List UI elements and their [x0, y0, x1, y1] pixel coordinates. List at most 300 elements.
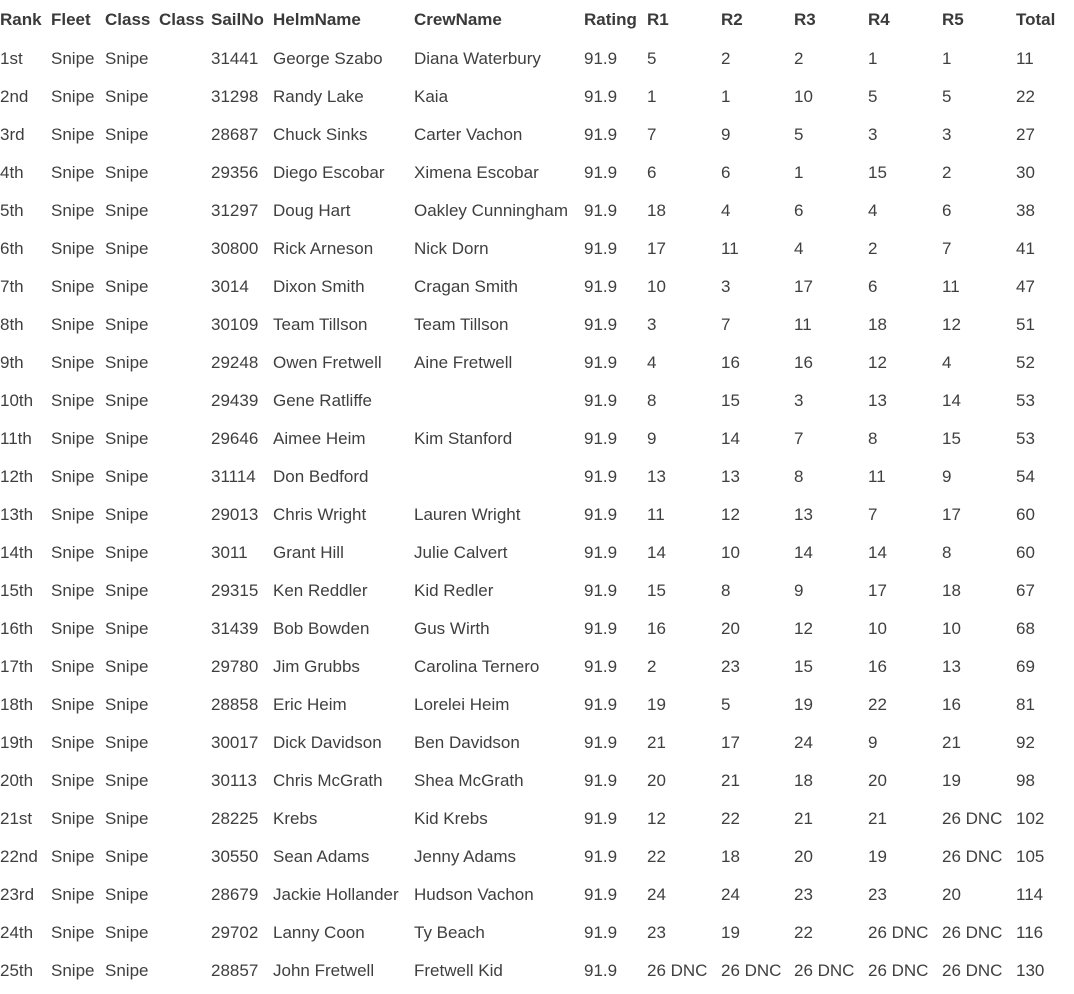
cell-r2: 13: [721, 467, 740, 486]
table-row: [0, 762, 1074, 800]
table-row: [0, 382, 1074, 420]
cell-r2: 15: [721, 391, 740, 410]
column-header-total: Total: [1016, 10, 1056, 29]
cell-helm-name: Jim Grubbs: [273, 657, 360, 676]
cell-r3: 17: [794, 277, 813, 296]
cell-r3: 11: [794, 315, 812, 334]
cell-r1: 5: [647, 49, 657, 68]
cell-r5: 18: [942, 581, 961, 600]
cell-crew-name: Cragan Smith: [414, 277, 518, 296]
cell-r1: 3: [647, 315, 657, 334]
cell-rank: 12th: [0, 467, 34, 486]
cell-r4: 17: [868, 581, 887, 600]
column-header-rank: Rank: [0, 10, 42, 29]
cell-rating: 91.9: [584, 391, 618, 410]
cell-rating: 91.9: [584, 961, 618, 980]
cell-r5: 15: [942, 429, 961, 448]
cell-r3: 1: [794, 163, 804, 182]
table-row: [0, 800, 1074, 838]
cell-class-2: [159, 268, 211, 306]
cell-r4: 26 DNC: [868, 961, 929, 980]
cell-sail-no: 29356: [211, 163, 259, 182]
cell-total: 27: [1016, 125, 1035, 144]
cell-rating: 91.9: [584, 543, 618, 562]
cell-helm-name: Dixon Smith: [273, 277, 365, 296]
cell-fleet: Snipe: [51, 467, 95, 486]
cell-class-2: [159, 78, 211, 116]
table-row: [0, 496, 1074, 534]
column-header-crew-name: CrewName: [414, 10, 502, 29]
cell-r1: 10: [647, 277, 666, 296]
table-row: [0, 116, 1074, 154]
cell-helm-name: Bob Bowden: [273, 619, 370, 638]
cell-helm-name: Jackie Hollander: [273, 885, 399, 904]
cell-class: Snipe: [105, 505, 149, 524]
cell-r5: 19: [942, 771, 961, 790]
cell-r5: 14: [942, 391, 961, 410]
cell-r5: 1: [942, 49, 952, 68]
cell-total: 47: [1016, 277, 1035, 296]
cell-r5: 26 DNC: [942, 809, 1003, 828]
cell-r3: 12: [794, 619, 813, 638]
cell-rating: 91.9: [584, 771, 618, 790]
cell-r1: 22: [647, 847, 666, 866]
cell-total: 69: [1016, 657, 1035, 676]
cell-class-2: [159, 952, 211, 990]
cell-r1: 17: [647, 239, 666, 258]
cell-fleet: Snipe: [51, 201, 95, 220]
cell-helm-name: Owen Fretwell: [273, 353, 382, 372]
cell-r4: 9: [868, 733, 878, 752]
table-row: [0, 610, 1074, 648]
cell-rank: 8th: [0, 315, 24, 334]
cell-helm-name: Grant Hill: [273, 543, 344, 562]
cell-total: 105: [1016, 847, 1045, 866]
cell-rank: 21st: [0, 809, 33, 828]
cell-total: 53: [1016, 429, 1035, 448]
cell-crew-name: Aine Fretwell: [414, 353, 513, 372]
table-row: [0, 648, 1074, 686]
cell-rating: 91.9: [584, 163, 618, 182]
column-header-r5: R5: [942, 10, 964, 29]
cell-rating: 91.9: [584, 201, 618, 220]
cell-r4: 12: [868, 353, 887, 372]
table-row: [0, 230, 1074, 268]
cell-total: 81: [1016, 695, 1035, 714]
cell-fleet: Snipe: [51, 543, 95, 562]
cell-class-2: [159, 382, 211, 420]
cell-rating: 91.9: [584, 49, 618, 68]
cell-class-2: [159, 876, 211, 914]
cell-class-2: [159, 40, 211, 78]
cell-r2: 20: [721, 619, 740, 638]
cell-r3: 5: [794, 125, 804, 144]
cell-helm-name: Diego Escobar: [273, 163, 385, 182]
cell-r1: 11: [647, 505, 665, 524]
cell-helm-name: George Szabo: [273, 49, 383, 68]
cell-fleet: Snipe: [51, 657, 95, 676]
column-header-r2: R2: [721, 10, 743, 29]
table-row: [0, 914, 1074, 952]
cell-r4: 21: [868, 809, 887, 828]
column-header-class-2: Class: [159, 10, 205, 29]
cell-r3: 13: [794, 505, 813, 524]
cell-sail-no: 30109: [211, 315, 259, 334]
cell-class: Snipe: [105, 125, 149, 144]
cell-rank: 1st: [0, 49, 23, 68]
cell-rank: 16th: [0, 619, 34, 638]
cell-rating: 91.9: [584, 467, 618, 486]
cell-sail-no: 30113: [211, 771, 258, 790]
cell-r4: 15: [868, 163, 887, 182]
cell-class: Snipe: [105, 619, 149, 638]
cell-rating: 91.9: [584, 581, 618, 600]
cell-rating: 91.9: [584, 315, 618, 334]
cell-total: 11: [1016, 49, 1034, 68]
cell-r4: 13: [868, 391, 887, 410]
cell-crew-name: Oakley Cunningham: [414, 201, 569, 220]
cell-total: 102: [1016, 809, 1045, 828]
cell-rating: 91.9: [584, 87, 618, 106]
cell-rank: 25th: [0, 961, 34, 980]
cell-fleet: Snipe: [51, 809, 95, 828]
cell-r5: 5: [942, 87, 952, 106]
cell-crew-name: Hudson Vachon: [414, 885, 534, 904]
cell-r2: 14: [721, 429, 740, 448]
cell-r2: 9: [721, 125, 731, 144]
table-row: [0, 724, 1074, 762]
cell-sail-no: 29646: [211, 429, 259, 448]
table-row: [0, 420, 1074, 458]
cell-helm-name: John Fretwell: [273, 961, 375, 980]
cell-r5: 4: [942, 353, 952, 372]
table-row: [0, 306, 1074, 344]
cell-rating: 91.9: [584, 619, 618, 638]
column-header-r3: R3: [794, 10, 816, 29]
cell-total: 98: [1016, 771, 1035, 790]
cell-helm-name: Chris McGrath: [273, 771, 383, 790]
cell-helm-name: Chuck Sinks: [273, 125, 368, 144]
cell-class: Snipe: [105, 315, 149, 334]
cell-class: Snipe: [105, 201, 149, 220]
table-row: [0, 572, 1074, 610]
cell-r1: 15: [647, 581, 666, 600]
cell-crew-name: Gus Wirth: [414, 619, 490, 638]
cell-r1: 1: [647, 87, 657, 106]
cell-rating: 91.9: [584, 695, 618, 714]
cell-rating: 91.9: [584, 809, 618, 828]
cell-crew-name: Kaia: [414, 87, 449, 106]
cell-sail-no: 31298: [211, 87, 259, 106]
cell-class-2: [159, 192, 211, 230]
cell-rank: 4th: [0, 163, 24, 182]
cell-r2: 5: [721, 695, 731, 714]
cell-class-2: [159, 572, 211, 610]
cell-r5: 3: [942, 125, 952, 144]
cell-total: 53: [1016, 391, 1035, 410]
cell-sail-no: 29315: [211, 581, 259, 600]
table-row: [0, 40, 1074, 78]
cell-class: Snipe: [105, 809, 149, 828]
cell-r5: 20: [942, 885, 961, 904]
cell-rank: 6th: [0, 239, 24, 258]
cell-r4: 16: [868, 657, 887, 676]
table-row: [0, 78, 1074, 116]
cell-class-2: [159, 116, 211, 154]
cell-class-2: [159, 344, 211, 382]
cell-class-2: [159, 724, 211, 762]
cell-total: 68: [1016, 619, 1035, 638]
table-row: [0, 952, 1074, 990]
cell-r1: 20: [647, 771, 666, 790]
cell-r4: 20: [868, 771, 887, 790]
cell-rating: 91.9: [584, 885, 618, 904]
cell-sail-no: 31297: [211, 201, 259, 220]
cell-sail-no: 28858: [211, 695, 259, 714]
cell-class-2: [159, 648, 211, 686]
cell-fleet: Snipe: [51, 391, 95, 410]
cell-r5: 8: [942, 543, 952, 562]
cell-crew-name: Carolina Ternero: [414, 657, 540, 676]
cell-r4: 18: [868, 315, 887, 334]
cell-rating: 91.9: [584, 657, 618, 676]
cell-class: Snipe: [105, 391, 149, 410]
cell-r5: 13: [942, 657, 961, 676]
cell-class: Snipe: [105, 353, 149, 372]
cell-sail-no: 31441: [211, 49, 259, 68]
cell-fleet: Snipe: [51, 163, 95, 182]
cell-r3: 4: [794, 239, 804, 258]
cell-fleet: Snipe: [51, 277, 95, 296]
cell-r2: 8: [721, 581, 731, 600]
cell-class: Snipe: [105, 49, 149, 68]
cell-sail-no: 31439: [211, 619, 259, 638]
cell-total: 38: [1016, 201, 1035, 220]
cell-crew-name: Fretwell Kid: [414, 961, 503, 980]
cell-rank: 3rd: [0, 125, 25, 144]
cell-sail-no: 29702: [211, 923, 259, 942]
cell-total: 92: [1016, 733, 1035, 752]
cell-class-2: [159, 306, 211, 344]
cell-r3: 22: [794, 923, 813, 942]
cell-r3: 3: [794, 391, 804, 410]
cell-rating: 91.9: [584, 923, 618, 942]
cell-helm-name: Chris Wright: [273, 505, 367, 524]
cell-r1: 6: [647, 163, 657, 182]
cell-crew-name: [414, 458, 584, 496]
cell-r1: 21: [647, 733, 666, 752]
table-row: [0, 268, 1074, 306]
cell-class: Snipe: [105, 695, 149, 714]
cell-r4: 4: [868, 201, 878, 220]
cell-r3: 14: [794, 543, 813, 562]
cell-r3: 20: [794, 847, 813, 866]
cell-rank: 24th: [0, 923, 34, 942]
table-row: [0, 838, 1074, 876]
cell-r3: 16: [794, 353, 813, 372]
cell-r3: 8: [794, 467, 804, 486]
cell-r2: 10: [721, 543, 740, 562]
cell-fleet: Snipe: [51, 619, 95, 638]
cell-class: Snipe: [105, 885, 149, 904]
cell-crew-name: Ben Davidson: [414, 733, 520, 752]
cell-rank: 11th: [0, 429, 32, 448]
cell-fleet: Snipe: [51, 353, 95, 372]
cell-r4: 26 DNC: [868, 923, 929, 942]
cell-rating: 91.9: [584, 429, 618, 448]
cell-rank: 20th: [0, 771, 34, 790]
cell-total: 30: [1016, 163, 1035, 182]
cell-rank: 10th: [0, 391, 34, 410]
cell-r5: 21: [942, 733, 961, 752]
cell-class-2: [159, 496, 211, 534]
cell-rank: 18th: [0, 695, 34, 714]
cell-r4: 10: [868, 619, 887, 638]
cell-r1: 7: [647, 125, 657, 144]
cell-sail-no: 3011: [211, 543, 248, 562]
cell-r5: 12: [942, 315, 961, 334]
cell-r4: 3: [868, 125, 878, 144]
cell-class-2: [159, 420, 211, 458]
cell-rank: 7th: [0, 277, 24, 296]
cell-r1: 24: [647, 885, 666, 904]
cell-class: Snipe: [105, 239, 149, 258]
cell-helm-name: Gene Ratliffe: [273, 391, 372, 410]
cell-helm-name: Team Tillson: [273, 315, 368, 334]
cell-r1: 14: [647, 543, 666, 562]
cell-sail-no: 29248: [211, 353, 259, 372]
cell-r1: 12: [647, 809, 666, 828]
cell-rank: 5th: [0, 201, 24, 220]
cell-class-2: [159, 838, 211, 876]
cell-fleet: Snipe: [51, 695, 95, 714]
cell-fleet: Snipe: [51, 505, 95, 524]
column-header-class: Class: [105, 10, 151, 29]
cell-class: Snipe: [105, 847, 149, 866]
cell-r3: 18: [794, 771, 813, 790]
cell-fleet: Snipe: [51, 315, 95, 334]
cell-fleet: Snipe: [51, 733, 95, 752]
cell-class: Snipe: [105, 277, 149, 296]
cell-rating: 91.9: [584, 353, 618, 372]
cell-r4: 7: [868, 505, 878, 524]
table-body: [0, 40, 1074, 990]
cell-fleet: Snipe: [51, 771, 95, 790]
cell-r1: 26 DNC: [647, 961, 708, 980]
cell-fleet: Snipe: [51, 885, 95, 904]
cell-total: 41: [1016, 239, 1035, 258]
column-header-r1: R1: [647, 10, 669, 29]
cell-crew-name: Shea McGrath: [414, 771, 524, 790]
cell-r5: 11: [942, 277, 960, 296]
cell-crew-name: Kid Krebs: [414, 809, 488, 828]
cell-total: 67: [1016, 581, 1035, 600]
cell-r2: 6: [721, 163, 731, 182]
cell-total: 51: [1016, 315, 1035, 334]
cell-class-2: [159, 458, 211, 496]
cell-r2: 23: [721, 657, 740, 676]
cell-r5: 26 DNC: [942, 847, 1003, 866]
cell-crew-name: Team Tillson: [414, 315, 509, 334]
header-row: [0, 0, 1074, 40]
table-row: [0, 534, 1074, 572]
cell-sail-no: 29013: [211, 505, 259, 524]
cell-r3: 15: [794, 657, 813, 676]
cell-r2: 24: [721, 885, 740, 904]
cell-r1: 13: [647, 467, 666, 486]
cell-sail-no: 30017: [211, 733, 259, 752]
cell-crew-name: Julie Calvert: [414, 543, 508, 562]
cell-helm-name: Aimee Heim: [273, 429, 366, 448]
cell-r5: 26 DNC: [942, 961, 1003, 980]
cell-fleet: Snipe: [51, 847, 95, 866]
cell-fleet: Snipe: [51, 239, 95, 258]
cell-fleet: Snipe: [51, 429, 95, 448]
column-header-helm-name: HelmName: [273, 10, 361, 29]
cell-r4: 22: [868, 695, 887, 714]
cell-sail-no: 31114: [211, 467, 256, 486]
cell-sail-no: 30550: [211, 847, 259, 866]
cell-rating: 91.9: [584, 277, 618, 296]
cell-total: 60: [1016, 505, 1035, 524]
cell-r3: 21: [794, 809, 813, 828]
cell-class: Snipe: [105, 581, 149, 600]
cell-r1: 23: [647, 923, 666, 942]
cell-class: Snipe: [105, 429, 149, 448]
cell-r3: 6: [794, 201, 804, 220]
cell-r3: 23: [794, 885, 813, 904]
cell-r3: 9: [794, 581, 804, 600]
cell-rank: 2nd: [0, 87, 29, 106]
cell-sail-no: 28225: [211, 809, 259, 828]
cell-r3: 19: [794, 695, 813, 714]
cell-rating: 91.9: [584, 239, 618, 258]
cell-sail-no: 3014: [211, 277, 249, 296]
cell-r1: 8: [647, 391, 657, 410]
cell-r2: 26 DNC: [721, 961, 782, 980]
cell-helm-name: Krebs: [273, 809, 318, 828]
cell-r1: 9: [647, 429, 657, 448]
cell-r5: 6: [942, 201, 952, 220]
cell-r2: 18: [721, 847, 740, 866]
cell-r2: 11: [721, 239, 739, 258]
table-row: [0, 192, 1074, 230]
cell-rank: 13th: [0, 505, 34, 524]
cell-helm-name: Rick Arneson: [273, 239, 374, 258]
cell-r4: 1: [868, 49, 878, 68]
cell-r2: 1: [721, 87, 731, 106]
cell-crew-name: Carter Vachon: [414, 125, 523, 144]
cell-helm-name: Randy Lake: [273, 87, 364, 106]
column-header-sail-no: SailNo: [211, 10, 264, 29]
cell-class-2: [159, 800, 211, 838]
cell-rank: 23rd: [0, 885, 35, 904]
cell-class-2: [159, 230, 211, 268]
cell-r5: 17: [942, 505, 961, 524]
cell-rating: 91.9: [584, 733, 618, 752]
cell-class-2: [159, 762, 211, 800]
cell-r3: 24: [794, 733, 813, 752]
cell-sail-no: 28679: [211, 885, 259, 904]
cell-rating: 91.9: [584, 505, 618, 524]
cell-total: 52: [1016, 353, 1035, 372]
cell-rank: 22nd: [0, 847, 38, 866]
cell-rank: 17th: [0, 657, 34, 676]
cell-class: Snipe: [105, 87, 149, 106]
cell-r2: 3: [721, 277, 731, 296]
cell-total: 116: [1016, 923, 1044, 942]
cell-crew-name: Ty Beach: [414, 923, 485, 942]
